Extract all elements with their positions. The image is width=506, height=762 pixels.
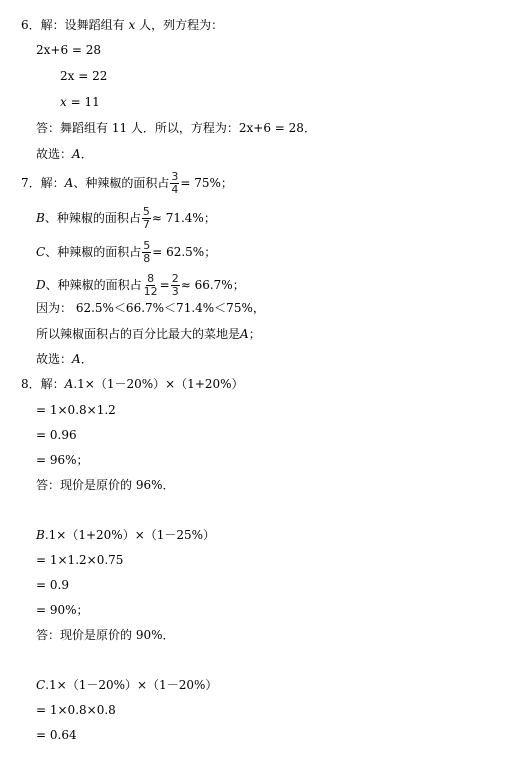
q7-because: 因为： 62.5%＜66.7%＜71.4%＜75%， [36, 301, 265, 315]
q7-option-d: D、种辣椒的面积占 $\frac{8}{12}$ = $\frac{2}{3}$ ≈ 66.7%； [36, 272, 245, 298]
q8-c-step-1: = 1×0.8×0.8 [36, 703, 116, 717]
q8-c-expression: C.1×（1－20%）×（1－20%） [36, 678, 218, 692]
q8-a-step-1: = 1×0.8×1.2 [36, 403, 116, 417]
q8-b-expression: B.1×（1+20%）×（1－25%） [36, 528, 216, 542]
q7-choice: 故选：A． [36, 352, 93, 366]
q8-a-answer: 答：现价是原价的 96%． [36, 478, 175, 492]
q8-b-step-2: = 0.9 [36, 578, 69, 592]
q8-c-step-2: = 0.64 [36, 728, 77, 742]
q8-a-step-3: = 96%； [36, 453, 89, 467]
q6-equation-1: 2x+6 = 28 [36, 43, 102, 57]
q7-conclusion: 所以辣椒面积占的百分比最大的菜地是A； [36, 327, 261, 341]
q6-answer: 答：舞蹈组有 11 人．所以，方程为：2x+6 = 28． [36, 121, 316, 135]
q7-c-fraction: $\frac{5}{8}$ [143, 239, 151, 265]
q8-b-step-1: = 1×1.2×0.75 [36, 553, 124, 567]
q7-option-c: C、种辣椒的面积占 $\frac{5}{8}$ = 62.5%； [36, 239, 217, 265]
q8-b-answer: 答：现价是原价的 90%． [36, 628, 175, 642]
q7-d-fraction-1: $\frac{8}{12}$ [143, 272, 158, 298]
q8-b-step-3: = 90%； [36, 603, 89, 617]
q7-option-b: B、种辣椒的面积占 $\frac{5}{7}$ ≈ 71.4%； [36, 205, 216, 231]
q8-a-step-2: = 0.96 [36, 428, 77, 442]
q6-choice: 故选：A． [36, 147, 93, 161]
q7-a-fraction: $\frac{3}{4}$ [171, 170, 179, 196]
q7-b-fraction: $\frac{5}{7}$ [142, 205, 150, 231]
q8-heading: 8．解：A.1×（1－20%）×（1+20%） [21, 377, 244, 391]
q7-heading: 7．解：A、种辣椒的面积占 $\frac{3}{4}$ = 75%； [21, 170, 233, 196]
q6-equation-2: 2x = 22 [60, 69, 108, 83]
q6-heading: 6．解：设舞蹈组有 x 人，列方程为： [21, 18, 224, 32]
q6-equation-3: x = 11 [60, 95, 100, 109]
q7-d-fraction-2: $\frac{2}{3}$ [171, 272, 179, 298]
